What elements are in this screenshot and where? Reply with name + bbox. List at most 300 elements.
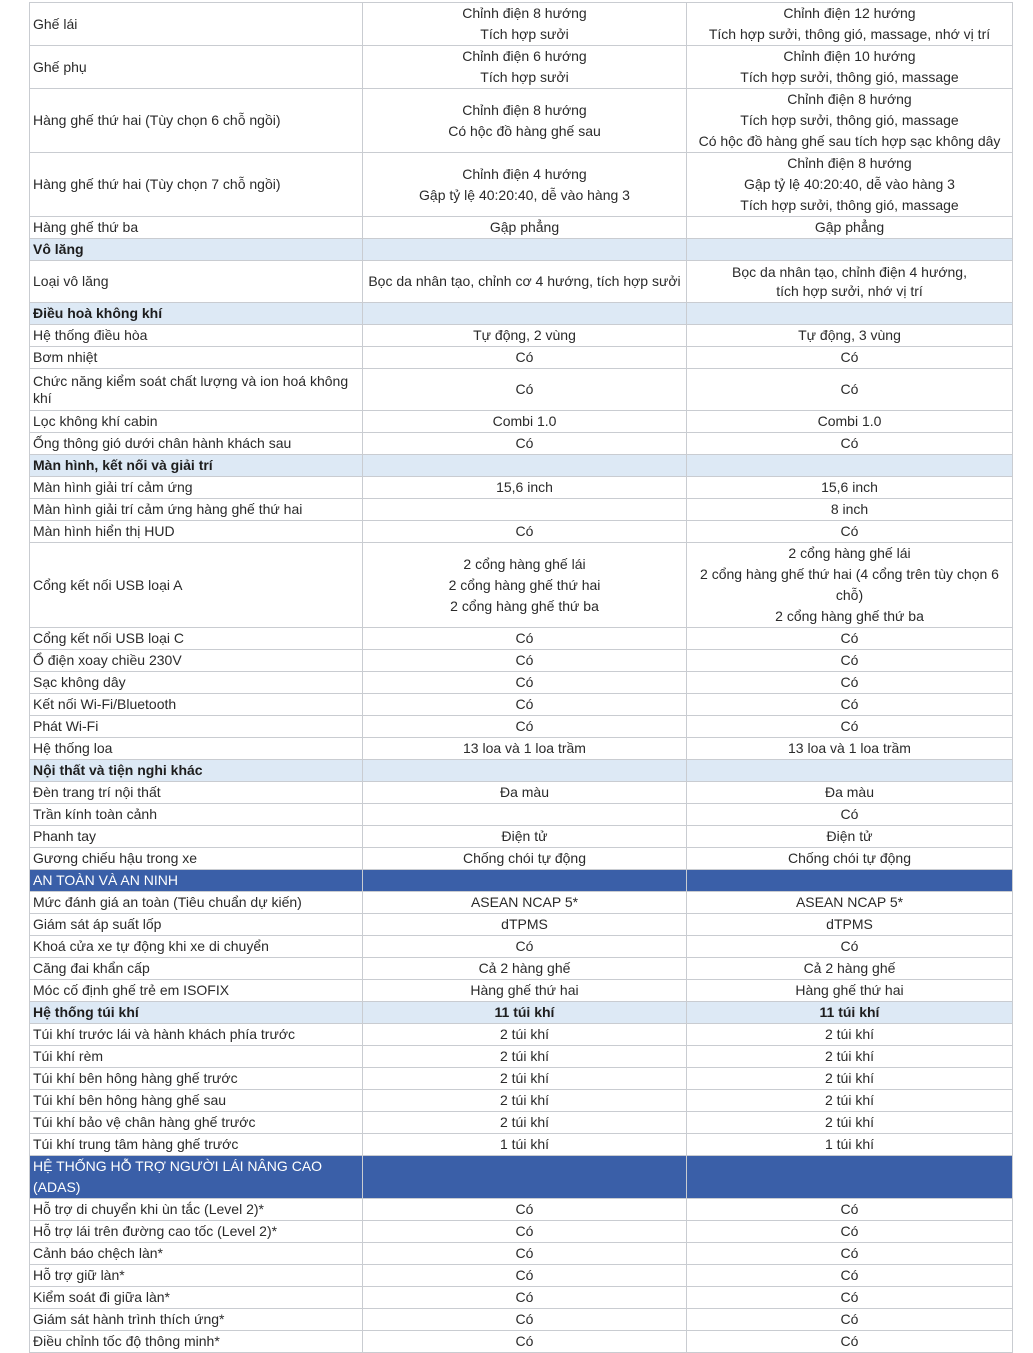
spec-value-line: Có bbox=[840, 435, 859, 451]
spec-value-line: Tích hợp sưởi, thông gió, massage bbox=[740, 69, 959, 85]
spec-row bbox=[30, 1090, 1013, 1112]
spec-value-line: 15,6 inch bbox=[821, 479, 878, 495]
spec-value-variant-1 bbox=[363, 325, 687, 347]
spec-value-line: Có bbox=[840, 349, 859, 365]
spec-value-line: 2 túi khí bbox=[499, 1026, 550, 1042]
spec-row bbox=[30, 347, 1013, 369]
spec-row bbox=[30, 672, 1013, 694]
spec-value-line: 2 cổng hàng ghế lái bbox=[463, 555, 586, 572]
spec-row bbox=[30, 261, 1013, 303]
spec-value-line: Có bbox=[515, 696, 534, 712]
spec-value-line: Có bbox=[840, 630, 859, 646]
spec-value-variant-2 bbox=[687, 369, 1013, 411]
spec-value-line: 2 cổng hàng ghế thứ hai bbox=[448, 576, 601, 593]
spec-label: Hệ thống điều hòa bbox=[30, 325, 363, 347]
spec-value-line: Có bbox=[515, 435, 534, 451]
spec-value-variant-2 bbox=[687, 870, 1013, 892]
spec-value-variant-1 bbox=[363, 3, 687, 46]
spec-label: Ghế phụ bbox=[30, 46, 363, 89]
spec-label: HỆ THỐNG HỖ TRỢ NGƯỜI LÁI NÂNG CAO (ADAS) bbox=[30, 1156, 363, 1199]
subsection-header-row bbox=[30, 760, 1013, 782]
spec-label: Túi khí bảo vệ chân hàng ghế trước bbox=[30, 1112, 363, 1134]
spec-row bbox=[30, 477, 1013, 499]
spec-value-line: Có bbox=[840, 523, 859, 539]
spec-value-line: Có bbox=[515, 1311, 534, 1327]
spec-label: Kết nối Wi-Fi/Bluetooth bbox=[30, 694, 363, 716]
spec-row bbox=[30, 826, 1013, 848]
spec-value-line: Bọc da nhân tạo, chỉnh điện 4 hướng, bbox=[732, 263, 967, 280]
spec-label: Móc cố định ghế trẻ em ISOFIX bbox=[30, 980, 363, 1002]
spec-value-line: Chỉnh điện 10 hướng bbox=[783, 48, 916, 64]
spec-row bbox=[30, 3, 1013, 46]
spec-value-line: 13 loa và 1 loa trầm bbox=[463, 740, 586, 756]
spec-label: Mức đánh giá an toàn (Tiêu chuẩn dự kiến) bbox=[30, 892, 363, 914]
spec-value-variant-2 bbox=[687, 89, 1013, 153]
spec-value-variant-1 bbox=[363, 217, 687, 239]
spec-value-line: 2 cổng hàng ghế thứ ba bbox=[450, 597, 599, 614]
spec-value-variant-1 bbox=[363, 958, 687, 980]
spec-row bbox=[30, 804, 1013, 826]
spec-value-line: Gập tỷ lệ 40:20:40, dễ vào hàng 3 bbox=[419, 186, 630, 203]
spec-value-line: Tự động, 2 vùng bbox=[473, 327, 576, 343]
subsection-header-row bbox=[30, 303, 1013, 325]
spec-value-variant-1 bbox=[363, 1002, 687, 1024]
spec-label: Trần kính toàn cảnh bbox=[30, 804, 363, 826]
spec-value-variant-2 bbox=[687, 411, 1013, 433]
spec-value-variant-2 bbox=[687, 217, 1013, 239]
spec-value-line: Có bbox=[840, 652, 859, 668]
spec-value-line: dTPMS bbox=[501, 916, 548, 932]
spec-value-line: 1 túi khí bbox=[499, 1136, 550, 1152]
spec-value-line: Có bbox=[515, 938, 534, 954]
spec-value-variant-1 bbox=[363, 1112, 687, 1134]
spec-value-line: Cả 2 hàng ghế bbox=[478, 960, 571, 976]
spec-label: Ghế lái bbox=[30, 3, 363, 46]
section-header-row bbox=[30, 870, 1013, 892]
spec-value-variant-2 bbox=[687, 1287, 1013, 1309]
spec-value-line: Có bbox=[515, 1289, 534, 1305]
spec-row bbox=[30, 325, 1013, 347]
spec-value-variant-2 bbox=[687, 672, 1013, 694]
spec-label: Túi khí rèm bbox=[30, 1046, 363, 1068]
spec-value-variant-2 bbox=[687, 325, 1013, 347]
spec-value-line: Có bbox=[840, 674, 859, 690]
spec-value-line: 13 loa và 1 loa trầm bbox=[788, 740, 911, 756]
spec-row bbox=[30, 694, 1013, 716]
spec-label: Túi khí bên hông hàng ghế trước bbox=[30, 1068, 363, 1090]
spec-value-variant-2 bbox=[687, 1024, 1013, 1046]
spec-value-variant-2 bbox=[687, 303, 1013, 325]
spec-value-variant-1 bbox=[363, 650, 687, 672]
spec-row bbox=[30, 1134, 1013, 1156]
spec-label: Chức năng kiểm soát chất lượng và ion hoá không khí bbox=[30, 369, 363, 411]
spec-value-line: Tích hợp sưởi, thông gió, massage, nhớ vị trí bbox=[708, 26, 991, 42]
spec-label: Màn hình giải trí cảm ứng hàng ghế thứ hai bbox=[30, 499, 363, 521]
spec-value-variant-1 bbox=[363, 499, 687, 521]
spec-value-line: Có bbox=[840, 1311, 859, 1327]
spec-value-variant-1 bbox=[363, 980, 687, 1002]
spec-value-line: Chỉnh điện 4 hướng bbox=[462, 165, 587, 182]
spec-value-variant-1 bbox=[363, 1265, 687, 1287]
spec-value-line: 2 cổng hàng ghế lái bbox=[788, 545, 911, 561]
spec-value-line: Chỉnh điện 8 hướng bbox=[462, 5, 587, 21]
spec-row bbox=[30, 782, 1013, 804]
spec-value-variant-2 bbox=[687, 239, 1013, 261]
spec-row bbox=[30, 650, 1013, 672]
spec-label: Ống thông gió dưới chân hành khách sau bbox=[30, 433, 363, 455]
spec-label: Màn hình giải trí cảm ứng bbox=[30, 477, 363, 499]
spec-value-line: Chống chói tự động bbox=[462, 850, 586, 866]
spec-value-line: Tự động, 3 vùng bbox=[798, 327, 901, 343]
spec-value-variant-1 bbox=[363, 543, 687, 628]
spec-row bbox=[30, 738, 1013, 760]
spec-value-variant-2 bbox=[687, 1265, 1013, 1287]
spec-value-variant-2 bbox=[687, 3, 1013, 46]
spec-label: Sạc không dây bbox=[30, 672, 363, 694]
spec-value-variant-2 bbox=[687, 738, 1013, 760]
spec-label: Cảnh báo chệch làn* bbox=[30, 1243, 363, 1265]
spec-value-variant-1 bbox=[363, 738, 687, 760]
spec-label: Kiểm soát đi giữa làn* bbox=[30, 1287, 363, 1309]
spec-row bbox=[30, 1112, 1013, 1134]
spec-value-variant-2 bbox=[687, 848, 1013, 870]
spec-value-variant-1 bbox=[363, 1199, 687, 1221]
spec-value-line: Có bbox=[515, 1333, 534, 1349]
spec-value-variant-2 bbox=[687, 936, 1013, 958]
spec-label: Căng đai khẩn cấp bbox=[30, 958, 363, 980]
spec-value-variant-1 bbox=[363, 477, 687, 499]
spec-value-variant-1 bbox=[363, 521, 687, 543]
spec-label: Túi khí trước lái và hành khách phía trước bbox=[30, 1024, 363, 1046]
spec-value-variant-1 bbox=[363, 936, 687, 958]
spec-value-variant-2 bbox=[687, 1199, 1013, 1221]
spec-label: Khoá cửa xe tự động khi xe di chuyển bbox=[30, 936, 363, 958]
spec-value-line: Hàng ghế thứ hai bbox=[795, 982, 904, 998]
spec-row bbox=[30, 1199, 1013, 1221]
spec-value-line: Đa màu bbox=[824, 784, 875, 800]
spec-value-variant-1 bbox=[363, 892, 687, 914]
spec-row bbox=[30, 369, 1013, 411]
spec-value-line: Có bbox=[840, 1223, 859, 1239]
subsection-header-row bbox=[30, 239, 1013, 261]
spec-row bbox=[30, 936, 1013, 958]
spec-label: Loại vô lăng bbox=[30, 261, 363, 303]
spec-row bbox=[30, 848, 1013, 870]
spec-value-variant-2 bbox=[687, 1068, 1013, 1090]
spec-row bbox=[30, 153, 1013, 217]
spec-value-variant-1 bbox=[363, 782, 687, 804]
spec-value-line: Có bbox=[515, 1267, 534, 1283]
spec-value-variant-2 bbox=[687, 1156, 1013, 1199]
spec-value-line: Có bbox=[515, 652, 534, 668]
spec-value-variant-1 bbox=[363, 433, 687, 455]
spec-label: Màn hình hiển thị HUD bbox=[30, 521, 363, 543]
spec-value-line: Có hộc đồ hàng ghế sau bbox=[448, 122, 601, 139]
spec-value-variant-1 bbox=[363, 89, 687, 153]
spec-value-line: Chỉnh điện 8 hướng bbox=[787, 155, 912, 171]
spec-value-variant-2 bbox=[687, 1134, 1013, 1156]
spec-row bbox=[30, 89, 1013, 153]
spec-label: Phát Wi-Fi bbox=[30, 716, 363, 738]
spec-value-variant-1 bbox=[363, 1331, 687, 1353]
spec-label: Giám sát hành trình thích ứng* bbox=[30, 1309, 363, 1331]
spec-value-variant-1 bbox=[363, 303, 687, 325]
spec-value-line: 2 cổng hàng ghế thứ hai (4 cổng trên tùy chọn 6 chỗ) bbox=[700, 566, 999, 603]
spec-value-line: 2 túi khí bbox=[824, 1114, 875, 1130]
subsection-header-row bbox=[30, 1002, 1013, 1024]
spec-value-line: Có hộc đồ hàng ghế sau tích hợp sạc không dây bbox=[698, 133, 1001, 149]
spec-value-line: Hàng ghế thứ hai bbox=[470, 982, 579, 998]
spec-value-variant-1 bbox=[363, 1309, 687, 1331]
spec-value-line: 2 túi khí bbox=[824, 1048, 875, 1064]
spec-label: Hàng ghế thứ ba bbox=[30, 217, 363, 239]
spec-row bbox=[30, 521, 1013, 543]
spec-value-line: Combi 1.0 bbox=[492, 413, 557, 429]
spec-value-variant-2 bbox=[687, 347, 1013, 369]
spec-value-variant-2 bbox=[687, 782, 1013, 804]
spec-value-line: Điện tử bbox=[501, 828, 548, 844]
spec-value-line: Có bbox=[840, 696, 859, 712]
spec-row bbox=[30, 433, 1013, 455]
spec-value-line: dTPMS bbox=[826, 916, 873, 932]
spec-row bbox=[30, 892, 1013, 914]
specification-table-body bbox=[30, 3, 1013, 1353]
spec-row bbox=[30, 914, 1013, 936]
spec-row bbox=[30, 499, 1013, 521]
spec-value-line: Có bbox=[840, 938, 859, 954]
spec-value-variant-1 bbox=[363, 914, 687, 936]
spec-value-variant-1 bbox=[363, 804, 687, 826]
spec-label: Vô lăng bbox=[30, 239, 363, 261]
spec-value-variant-2 bbox=[687, 455, 1013, 477]
spec-value-variant-2 bbox=[687, 760, 1013, 782]
spec-value-variant-1 bbox=[363, 1287, 687, 1309]
spec-value-line: Có bbox=[515, 674, 534, 690]
spec-value-variant-2 bbox=[687, 1331, 1013, 1353]
spec-value-line: 2 túi khí bbox=[824, 1070, 875, 1086]
spec-row bbox=[30, 628, 1013, 650]
spec-label: AN TOÀN VÀ AN NINH bbox=[30, 870, 363, 892]
spec-label: Màn hình, kết nối và giải trí bbox=[30, 455, 363, 477]
spec-value-line: 2 túi khí bbox=[499, 1114, 550, 1130]
spec-value-line: Gập tỷ lệ 40:20:40, dễ vào hàng 3 bbox=[744, 176, 955, 192]
spec-value-variant-1 bbox=[363, 694, 687, 716]
spec-value-variant-2 bbox=[687, 1046, 1013, 1068]
spec-value-variant-1 bbox=[363, 760, 687, 782]
spec-row bbox=[30, 716, 1013, 738]
spec-value-variant-2 bbox=[687, 628, 1013, 650]
spec-value-line: 2 túi khí bbox=[499, 1092, 550, 1108]
spec-value-variant-1 bbox=[363, 239, 687, 261]
spec-value-variant-2 bbox=[687, 980, 1013, 1002]
spec-value-variant-2 bbox=[687, 521, 1013, 543]
spec-value-variant-1 bbox=[363, 848, 687, 870]
spec-value-variant-1 bbox=[363, 261, 687, 303]
spec-label: Nội thất và tiện nghi khác bbox=[30, 760, 363, 782]
spec-label: Hỗ trợ di chuyển khi ùn tắc (Level 2)* bbox=[30, 1199, 363, 1221]
spec-value-variant-1 bbox=[363, 455, 687, 477]
subsection-header-row bbox=[30, 455, 1013, 477]
spec-value-line: tích hợp sưởi, nhớ vị trí bbox=[776, 282, 923, 299]
spec-value-line: Cả 2 hàng ghế bbox=[803, 960, 896, 976]
spec-label: Phanh tay bbox=[30, 826, 363, 848]
spec-label: Túi khí trung tâm hàng ghế trước bbox=[30, 1134, 363, 1156]
spec-value-line: Chỉnh điện 6 hướng bbox=[462, 48, 587, 64]
spec-value-line: Có bbox=[515, 630, 534, 646]
spec-label: Lọc không khí cabin bbox=[30, 411, 363, 433]
spec-value-variant-2 bbox=[687, 1112, 1013, 1134]
spec-value-variant-1 bbox=[363, 1024, 687, 1046]
spec-label: Giám sát áp suất lốp bbox=[30, 914, 363, 936]
spec-row bbox=[30, 217, 1013, 239]
spec-value-variant-2 bbox=[687, 543, 1013, 628]
spec-value-variant-2 bbox=[687, 477, 1013, 499]
spec-value-variant-2 bbox=[687, 499, 1013, 521]
spec-value-line: Chỉnh điện 12 hướng bbox=[783, 5, 916, 21]
spec-value-line: Có bbox=[515, 523, 534, 539]
spec-row bbox=[30, 1068, 1013, 1090]
spec-value-line: 11 túi khí bbox=[819, 1004, 880, 1020]
spec-value-line: 1 túi khí bbox=[824, 1136, 875, 1152]
spec-label: Hỗ trợ lái trên đường cao tốc (Level 2)* bbox=[30, 1221, 363, 1243]
spec-value-variant-2 bbox=[687, 46, 1013, 89]
spec-value-line: Có bbox=[840, 1201, 859, 1217]
spec-value-variant-1 bbox=[363, 1243, 687, 1265]
spec-value-line: Có bbox=[840, 806, 859, 822]
spec-value-line: 2 túi khí bbox=[499, 1070, 550, 1086]
spec-label: Gương chiếu hậu trong xe bbox=[30, 848, 363, 870]
spec-value-line: 11 túi khí bbox=[494, 1004, 555, 1020]
spec-value-variant-2 bbox=[687, 153, 1013, 217]
spec-label: Cổng kết nối USB loại A bbox=[30, 543, 363, 628]
spec-value-line: Đa màu bbox=[499, 784, 550, 800]
spec-value-line: 15,6 inch bbox=[496, 479, 553, 495]
specification-table bbox=[29, 2, 1013, 1353]
spec-value-line: 2 cổng hàng ghế thứ ba bbox=[775, 608, 924, 624]
spec-value-line: Có bbox=[515, 381, 534, 397]
spec-value-line: Có bbox=[515, 349, 534, 365]
spec-value-variant-2 bbox=[687, 433, 1013, 455]
spec-value-line: Có bbox=[515, 1201, 534, 1217]
spec-value-variant-2 bbox=[687, 1002, 1013, 1024]
spec-label: Đèn trang trí nội thất bbox=[30, 782, 363, 804]
spec-label: Cổng kết nối USB loại C bbox=[30, 628, 363, 650]
spec-row bbox=[30, 1046, 1013, 1068]
spec-row bbox=[30, 543, 1013, 628]
spec-label: Điều hoà không khí bbox=[30, 303, 363, 325]
spec-value-variant-1 bbox=[363, 1090, 687, 1112]
spec-value-variant-2 bbox=[687, 261, 1013, 303]
spec-value-line: Có bbox=[840, 1333, 859, 1349]
spec-value-variant-1 bbox=[363, 672, 687, 694]
spec-value-variant-2 bbox=[687, 892, 1013, 914]
spec-value-line: Có bbox=[840, 1245, 859, 1261]
spec-row bbox=[30, 980, 1013, 1002]
spec-value-line: Gập phẳng bbox=[814, 219, 885, 235]
spec-value-variant-1 bbox=[363, 1046, 687, 1068]
spec-row bbox=[30, 1309, 1013, 1331]
spec-value-variant-1 bbox=[363, 1134, 687, 1156]
spec-value-line: ASEAN NCAP 5* bbox=[795, 894, 904, 910]
spec-label: Ổ điện xoay chiều 230V bbox=[30, 650, 363, 672]
spec-value-line: 2 túi khí bbox=[824, 1092, 875, 1108]
spec-label: Bơm nhiệt bbox=[30, 347, 363, 369]
spec-value-variant-2 bbox=[687, 1309, 1013, 1331]
spec-value-variant-1 bbox=[363, 411, 687, 433]
spec-row bbox=[30, 1331, 1013, 1353]
spec-value-variant-2 bbox=[687, 1090, 1013, 1112]
spec-value-variant-2 bbox=[687, 716, 1013, 738]
spec-value-variant-2 bbox=[687, 650, 1013, 672]
spec-value-variant-2 bbox=[687, 826, 1013, 848]
spec-row bbox=[30, 1221, 1013, 1243]
spec-value-line: Tích hợp sưởi bbox=[480, 69, 569, 85]
spec-value-line: Có bbox=[840, 718, 859, 734]
spec-value-line: Có bbox=[840, 381, 859, 397]
spec-value-line: Combi 1.0 bbox=[817, 413, 882, 429]
spec-value-line: Gập phẳng bbox=[489, 219, 560, 235]
spec-value-line: Chống chói tự động bbox=[787, 850, 911, 866]
spec-value-line: Chỉnh điện 8 hướng bbox=[787, 91, 912, 107]
spec-value-variant-1 bbox=[363, 153, 687, 217]
spec-value-line: Có bbox=[840, 1289, 859, 1305]
spec-value-line: Tích hợp sưởi, thông gió, massage bbox=[740, 197, 959, 213]
spec-value-line: 2 túi khí bbox=[499, 1048, 550, 1064]
spec-row bbox=[30, 1024, 1013, 1046]
spec-row bbox=[30, 958, 1013, 980]
spec-value-variant-2 bbox=[687, 1243, 1013, 1265]
spec-value-variant-2 bbox=[687, 694, 1013, 716]
spec-value-line: Tích hợp sưởi bbox=[480, 26, 569, 42]
spec-label: Túi khí bên hông hàng ghế sau bbox=[30, 1090, 363, 1112]
spec-value-variant-1 bbox=[363, 369, 687, 411]
spec-label: Hàng ghế thứ hai (Tùy chọn 7 chỗ ngồi) bbox=[30, 153, 363, 217]
spec-value-variant-1 bbox=[363, 46, 687, 89]
spec-value-variant-2 bbox=[687, 1221, 1013, 1243]
spec-value-variant-2 bbox=[687, 958, 1013, 980]
spec-value-line: 8 inch bbox=[830, 501, 869, 517]
spec-value-variant-1 bbox=[363, 1221, 687, 1243]
spec-value-variant-2 bbox=[687, 914, 1013, 936]
spec-value-line: Có bbox=[515, 1245, 534, 1261]
spec-value-variant-1 bbox=[363, 716, 687, 738]
section-header-row bbox=[30, 1156, 1013, 1199]
spec-value-variant-1 bbox=[363, 826, 687, 848]
spec-row bbox=[30, 1243, 1013, 1265]
spec-row bbox=[30, 1265, 1013, 1287]
spec-value-line: Chỉnh điện 8 hướng bbox=[462, 101, 587, 118]
spec-value-line: Có bbox=[515, 1223, 534, 1239]
spec-value-line: Có bbox=[515, 718, 534, 734]
spec-value-line: Bọc da nhân tạo, chỉnh cơ 4 hướng, tích hợp sưởi bbox=[368, 273, 681, 289]
spec-value-line: Điện tử bbox=[826, 828, 873, 844]
spec-label: Hàng ghế thứ hai (Tùy chọn 6 chỗ ngồi) bbox=[30, 89, 363, 153]
spec-label: Điều chỉnh tốc độ thông minh* bbox=[30, 1331, 363, 1353]
spec-value-line: Có bbox=[840, 1267, 859, 1283]
spec-value-variant-1 bbox=[363, 1156, 687, 1199]
spec-value-variant-1 bbox=[363, 1068, 687, 1090]
spec-row bbox=[30, 46, 1013, 89]
spec-value-variant-2 bbox=[687, 804, 1013, 826]
spec-row bbox=[30, 411, 1013, 433]
spec-label: Hệ thống loa bbox=[30, 738, 363, 760]
spec-value-variant-1 bbox=[363, 347, 687, 369]
spec-value-line: Tích hợp sưởi, thông gió, massage bbox=[740, 112, 959, 128]
spec-row bbox=[30, 1287, 1013, 1309]
spec-label: Hệ thống túi khí bbox=[30, 1002, 363, 1024]
spec-value-variant-1 bbox=[363, 870, 687, 892]
spec-label: Hỗ trợ giữ làn* bbox=[30, 1265, 363, 1287]
